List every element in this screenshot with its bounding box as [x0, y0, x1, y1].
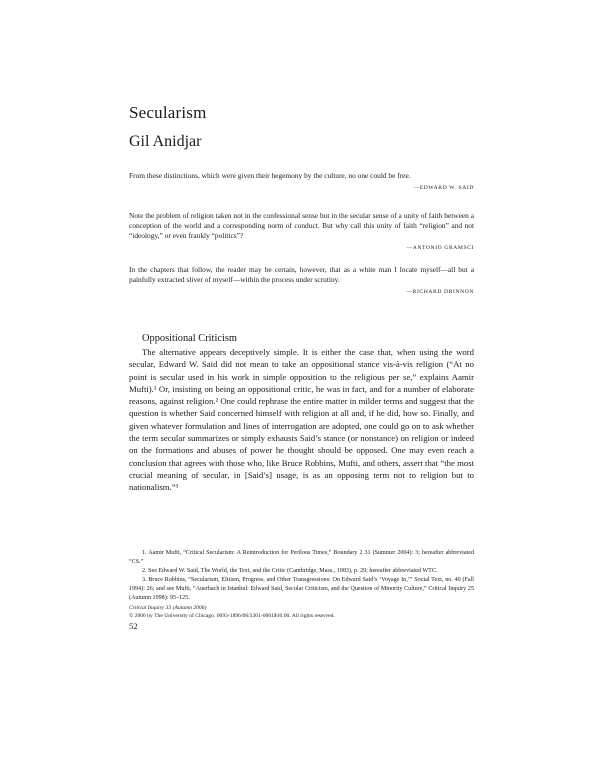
footnote: 1. Aamir Mufti, “Critical Secularism: A Reintroduction for Perilous Times,” Boundary 2 31 (Summer 2004): 3; hereafter abbreviated “CS.”: [129, 550, 474, 565]
epigraph-attribution: —ANTONIO GRAMSCI: [406, 245, 474, 251]
page-number: 52: [129, 621, 138, 631]
epigraph: [129, 265, 474, 297]
copyright-notice: © 2006 by The University of Chicago. 0093-1896/06/3301-0001$10.00. All rights reserved.: [129, 613, 335, 619]
body-paragraph: The alternative appears deceptively simple. It is either the case that, when using the word secular, Edward W. Said did not mean to take an oppositional stance vis-à-vis religion (“At no point is secular used in his work in simple opposition to the religious per se,” explains Aamir Mufti).¹ Or, insisting on being an oppositional critic, he was in fact, and for a number of elaborate reasons, against religion.² One could rephrase the entire matter in milder terms and suggest that the question is whether Said concerned himself with religion at all and, if he did, how so. Finally, and given whatever formulation and lines of interrogation are adopted, one could go on to ask whether the term secular summarizes or simply exhausts Said’s stance (or nonstance) on religion or indeed on the formations and abuses of power he thought should be opposed. One may even reach a conclusion that agrees with those who, like Bruce Robbins, Mufti, and others, assert that “the most crucial meaning of secular, in [Said’s] usage, is as an opposing term not to religion but to nationalism.”³: [129, 347, 474, 493]
epigraph-attribution: —EDWARD W. SAID: [413, 185, 474, 191]
epigraph-attribution: —RICHARD DRINNON: [406, 289, 474, 295]
epigraph-quote: Note the problem of religion taken not in the confessional sense but in the secular sense of a unity of faith between a conception of the world and a corresponding norm of conduct. But why call this unity of faith “religion” and not “ideology,” or even frankly “politics”?: [129, 211, 474, 240]
epigraph-quote: In the chapters that follow, the reader may be certain, however, that as a white man I locate myself—all but a painfully extracted sliver of myself—within the process under scrutiny.: [129, 265, 474, 284]
journal-citation: Critical Inquiry 33 (Autumn 2006): [129, 605, 207, 611]
footnote: 3. Bruce Robbins, “Secularism, Elitism, Progress, and Other Transgressions: On Edward Said’s ‘Voyage In,’” Social Text, no. 40 (Fall 1994): 26; and see Mufti, “Auerbach in Istanbul: Edward Said, Secular Criticism, and the Question of Minority Culture,” Critical Inquiry 25 (Autumn 1998): 95–125.: [129, 577, 474, 601]
epigraph-quote: From these distinctions, which were given their hegemony by the culture, no one could be free.: [129, 171, 411, 180]
footnote: 2. See Edward W. Said, The World, the Text, and the Critic (Cambridge, Mass., 1983), p. 29; hereafter abbreviated WTC.: [142, 568, 438, 574]
epigraph: [129, 211, 474, 253]
journal-info: [129, 604, 474, 620]
section-heading: Oppositional Criticism: [142, 333, 237, 344]
epigraph: [129, 171, 474, 193]
body-text: [129, 346, 474, 494]
article-title: Secularism: [129, 103, 207, 122]
footnotes: [129, 549, 474, 603]
article-author: Gil Anidjar: [129, 133, 202, 150]
